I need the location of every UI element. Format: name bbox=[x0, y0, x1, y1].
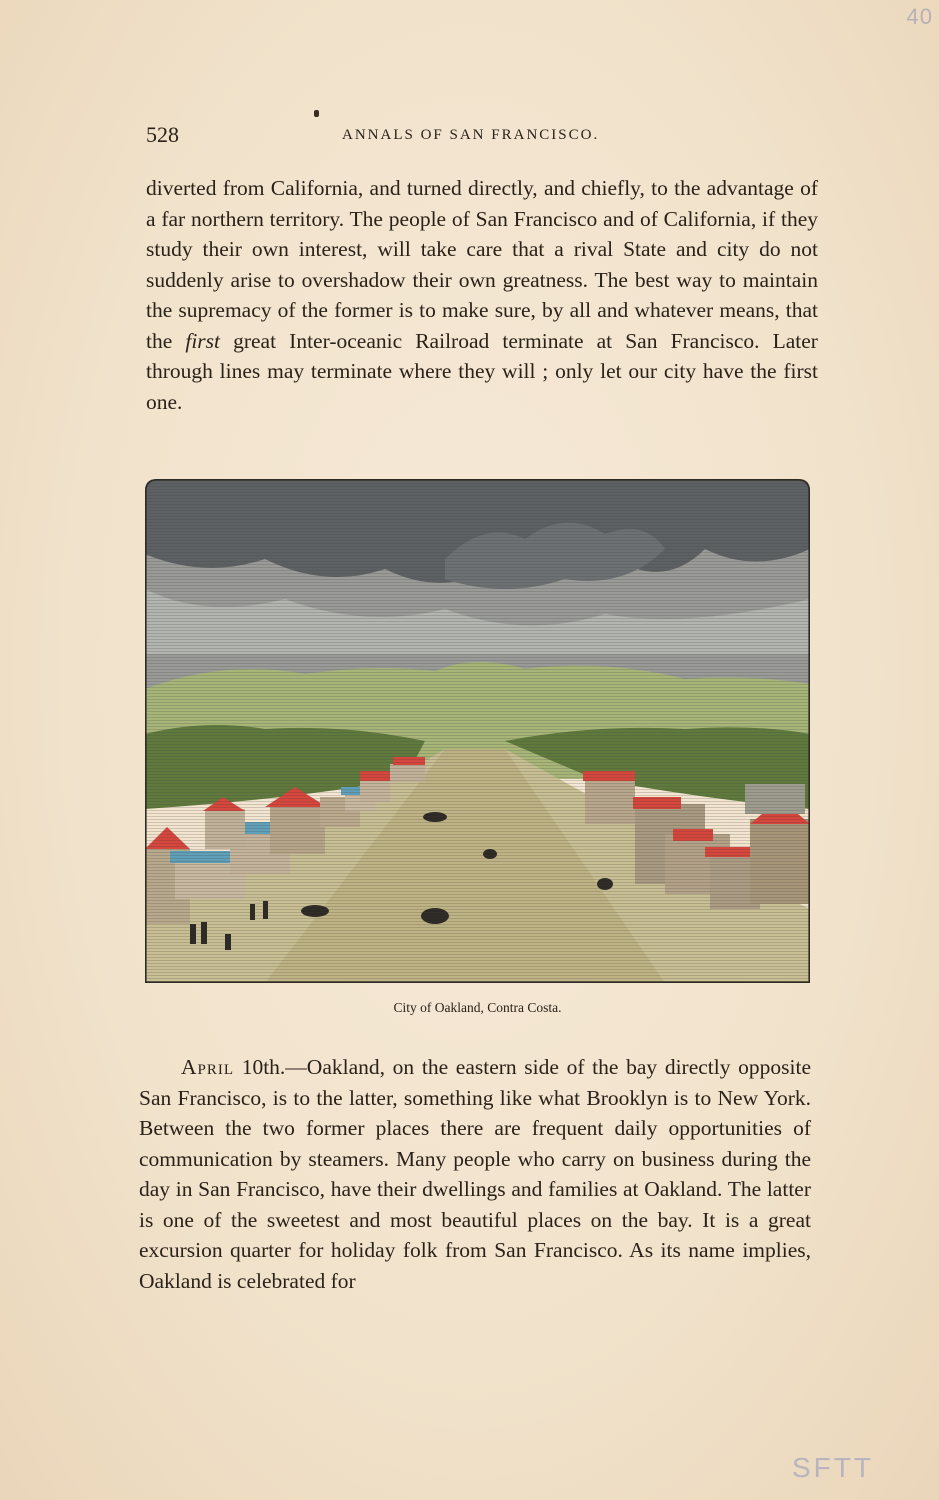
engraving-illustration bbox=[145, 479, 810, 983]
oakland-street-scene bbox=[145, 479, 810, 983]
figure-caption: City of Oakland, Contra Costa. bbox=[393, 1000, 562, 1015]
pencil-corner-note: 40 bbox=[906, 4, 933, 29]
paragraph-1-text-end: great Inter-oceanic Railroad terminate at San Francisco. Later through lines may terminate where they will ; only let our city have the first one. bbox=[146, 328, 818, 414]
ink-speck bbox=[314, 110, 319, 117]
paragraph-1-text: diverted from California, and turned directly, and chiefly, to the advantage of a far northern territory. The people of San Francisco and of California, if they study their own interest, will take care that a rival State and city do not suddenly arise to overshadow their own greatness. The best way to maintain the supremacy of the former is to make sure, by all and whatever means, that the bbox=[146, 176, 818, 353]
paragraph-2 bbox=[139, 1052, 811, 1296]
pencil-margin-note: SFTT bbox=[792, 1452, 874, 1483]
page-number: 528 bbox=[146, 122, 179, 147]
running-head: ANNALS OF SAN FRANCISCO. bbox=[342, 127, 600, 143]
page-header bbox=[146, 122, 818, 152]
paragraph-2-lead: April bbox=[181, 1055, 235, 1079]
paragraph-2-text: 10th.—Oakland, on the eastern side of the bay directly opposite San Francisco, is to the latter, something like what Brooklyn is to New York. Between the two former places there are frequent daily opportunities of communication by steamers. Many people who carry on business during the day in San Francisco, have their dwellings and families at Oakland. The latter is one of the sweetest and most beautiful places on the bay. It is a great excursion quarter for holiday folk from San Francisco. As its name implies, Oakland is celebrated for bbox=[139, 1055, 811, 1293]
paragraph-1-italic: first bbox=[185, 328, 221, 353]
paragraph-1 bbox=[146, 173, 818, 417]
